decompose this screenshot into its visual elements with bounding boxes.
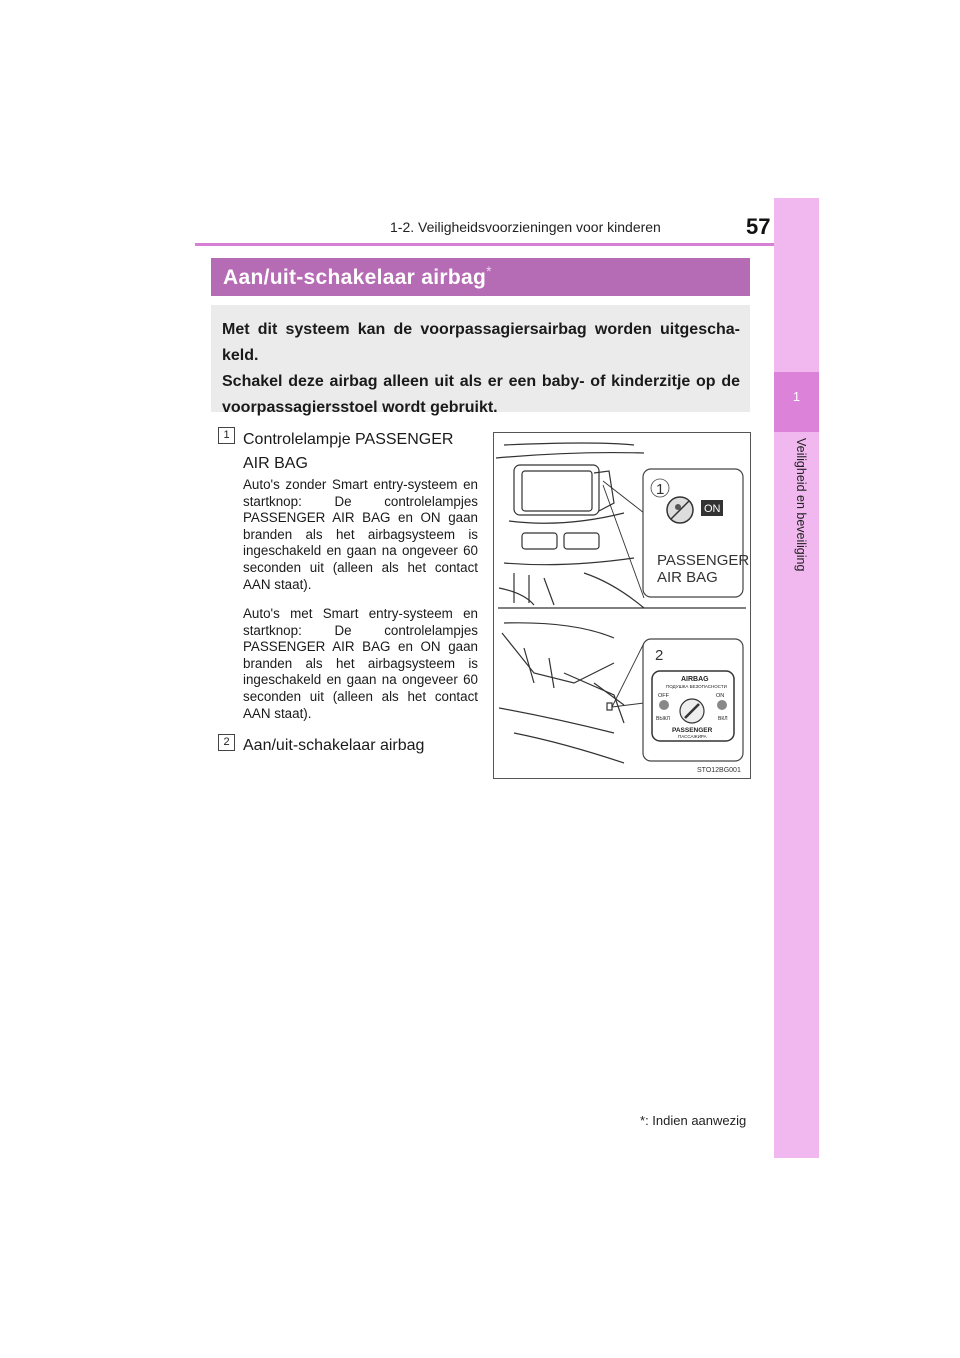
- airbag-off-indicator-icon: [667, 497, 693, 523]
- chapter-side-tab: [774, 198, 819, 1158]
- footnote-text: : Indien aanwezig: [645, 1113, 747, 1128]
- switch-bottom-label: PASSENGER: [672, 727, 713, 734]
- item-title: Controlelampje PASSENGER AIR BAG: [243, 431, 454, 472]
- running-header-title: 1-2. Veiligheidsvoorzieningen voor kinderen: [390, 219, 661, 235]
- indicator-label-line1: PASSENGER: [657, 552, 750, 569]
- chapter-title: Veiligheid en beveiliging: [794, 438, 808, 572]
- airbag-off-icon: [659, 700, 669, 710]
- callout-number-1-text: 1: [656, 481, 665, 498]
- item-paragraph: Auto's zonder Smart entry-systeem en startknop: De controlelampjes PASSENGER AIR BAG en ON gaan branden als het airbagsysteem is ingeschakeld en gaan na ongeveer 60 seconden uit (alleen als het contact AAN staat).: [243, 477, 478, 592]
- intro-paragraph: Met dit systeem kan de voorpassagiersairbag worden uitgeschakeld.: [222, 321, 740, 364]
- indicator-label-line2: AIR BAG: [657, 569, 718, 586]
- switch-off-label: OFF: [658, 693, 669, 699]
- footnote-marker-icon: *: [486, 263, 492, 279]
- footnote: [640, 1113, 746, 1128]
- section-title: [223, 263, 492, 290]
- item-number-badge: 2: [218, 734, 235, 751]
- section-title-text: Aan/uit-schakelaar airbag: [223, 266, 487, 289]
- header-rule: [195, 243, 819, 246]
- dashboard-drawing-lower: [499, 623, 644, 763]
- intro-text: [222, 317, 740, 421]
- switch-on-label: ON: [716, 693, 725, 699]
- switch-title-ru: ПОДУШКА БЕЗОПАСНОСТИ: [666, 684, 727, 689]
- figure-code: STO12BG001: [697, 767, 741, 774]
- switch-title: AIRBAG: [681, 676, 709, 683]
- switch-bottom-ru-label: ПАССАЖИРА: [678, 734, 707, 739]
- chapter-number: 1: [792, 389, 801, 404]
- switch-on-ru-label: ВКЛ: [718, 716, 728, 722]
- callout-number-2-text: 2: [655, 647, 664, 664]
- indicator-on-text: ON: [704, 503, 721, 515]
- dashboard-drawing-upper: [496, 443, 644, 608]
- item-number-badge: 1: [218, 427, 235, 444]
- airbag-illustration: [493, 432, 751, 779]
- item-title: Aan/uit-schakelaar airbag: [243, 737, 425, 754]
- switch-off-ru-label: ВЫКЛ: [656, 716, 670, 722]
- airbag-on-icon: [717, 700, 727, 710]
- page-number: 57: [746, 214, 771, 239]
- item-paragraph: Auto's met Smart entry-systeem en startknop: De controlelampjes PASSENGER AIR BAG en ON gaan branden als het airbagsysteem is ingeschakeld en gaan na ongeveer 60 seconden uit (alleen als het contact AAN staat).: [243, 606, 478, 721]
- footnote-marker-icon: *: [640, 1113, 646, 1128]
- intro-paragraph: Schakel deze airbag alleen uit als er een baby- of kinderzitje op de voorpassagiersstoel wordt gebruikt.: [222, 373, 740, 416]
